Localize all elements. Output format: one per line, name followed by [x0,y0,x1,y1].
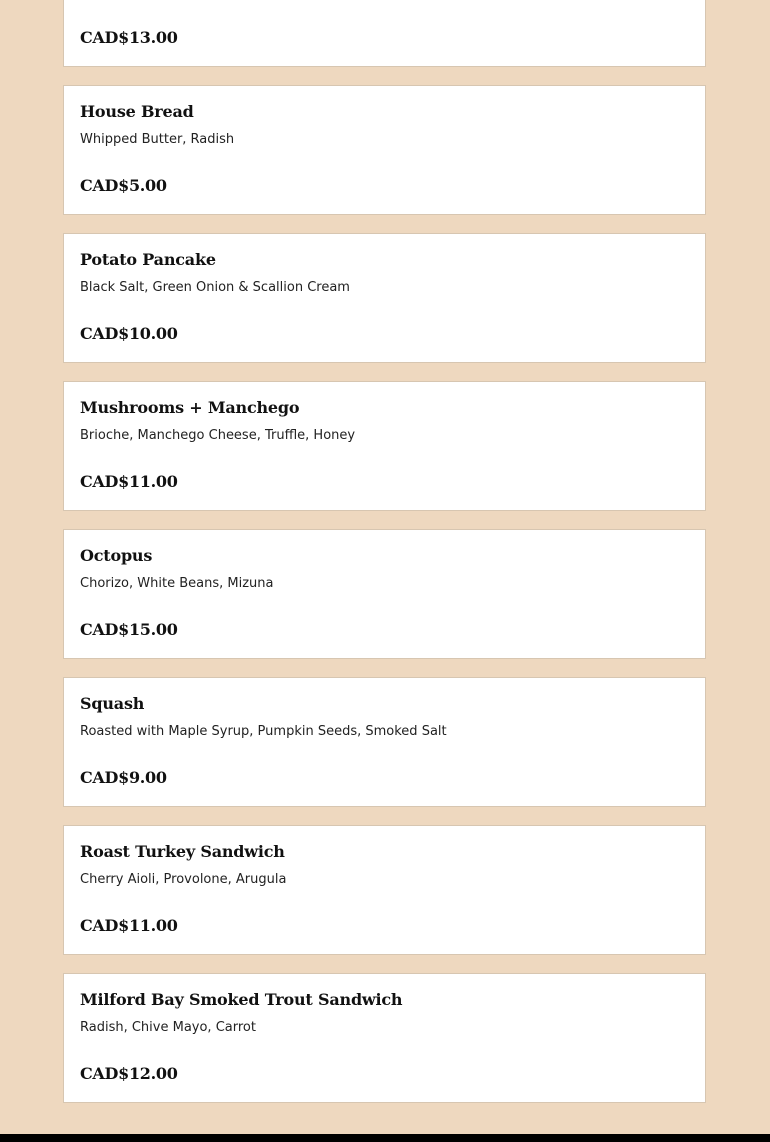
menu-item-card[interactable] [63,677,706,807]
item-description: Chorizo, White Beans, Mizuna [80,576,274,591]
item-name: House Bread [80,102,194,121]
item-price: CAD$15.00 [80,620,178,639]
menu-item-card[interactable] [63,233,706,363]
menu-item-card[interactable] [63,825,706,955]
item-description: Brioche, Manchego Cheese, Truffle, Honey [80,428,356,443]
item-price: CAD$9.00 [80,768,167,787]
item-description: Whipped Butter, Radish [80,132,235,147]
item-price: CAD$11.00 [80,916,178,935]
item-name: Potato Pancake [80,250,216,269]
footer-bar [0,1134,770,1142]
menu-item-card[interactable] [63,0,706,67]
menu-item-card[interactable] [63,381,706,511]
item-price: CAD$11.00 [80,472,178,491]
item-price: CAD$12.00 [80,1064,178,1083]
item-description: Roasted with Maple Syrup, Pumpkin Seeds, Smoked Salt [80,724,447,739]
menu-item-card[interactable] [63,85,706,215]
item-description: Black Salt, Green Onion & Scallion Cream [80,280,350,295]
item-description: Radish, Chive Mayo, Carrot [80,1020,256,1035]
item-price: CAD$13.00 [80,28,178,47]
item-name: Milford Bay Smoked Trout Sandwich [80,990,403,1009]
item-price: CAD$10.00 [80,324,178,343]
item-name: Roast Turkey Sandwich [80,842,285,861]
item-price: CAD$5.00 [80,176,167,195]
item-name: Squash [80,694,145,713]
menu-item-card[interactable] [63,529,706,659]
menu-item-card[interactable] [63,973,706,1103]
item-description: Cherry Aioli, Provolone, Arugula [80,872,287,887]
item-name: Mushrooms + Manchego [80,398,300,417]
item-name: Octopus [80,546,153,565]
